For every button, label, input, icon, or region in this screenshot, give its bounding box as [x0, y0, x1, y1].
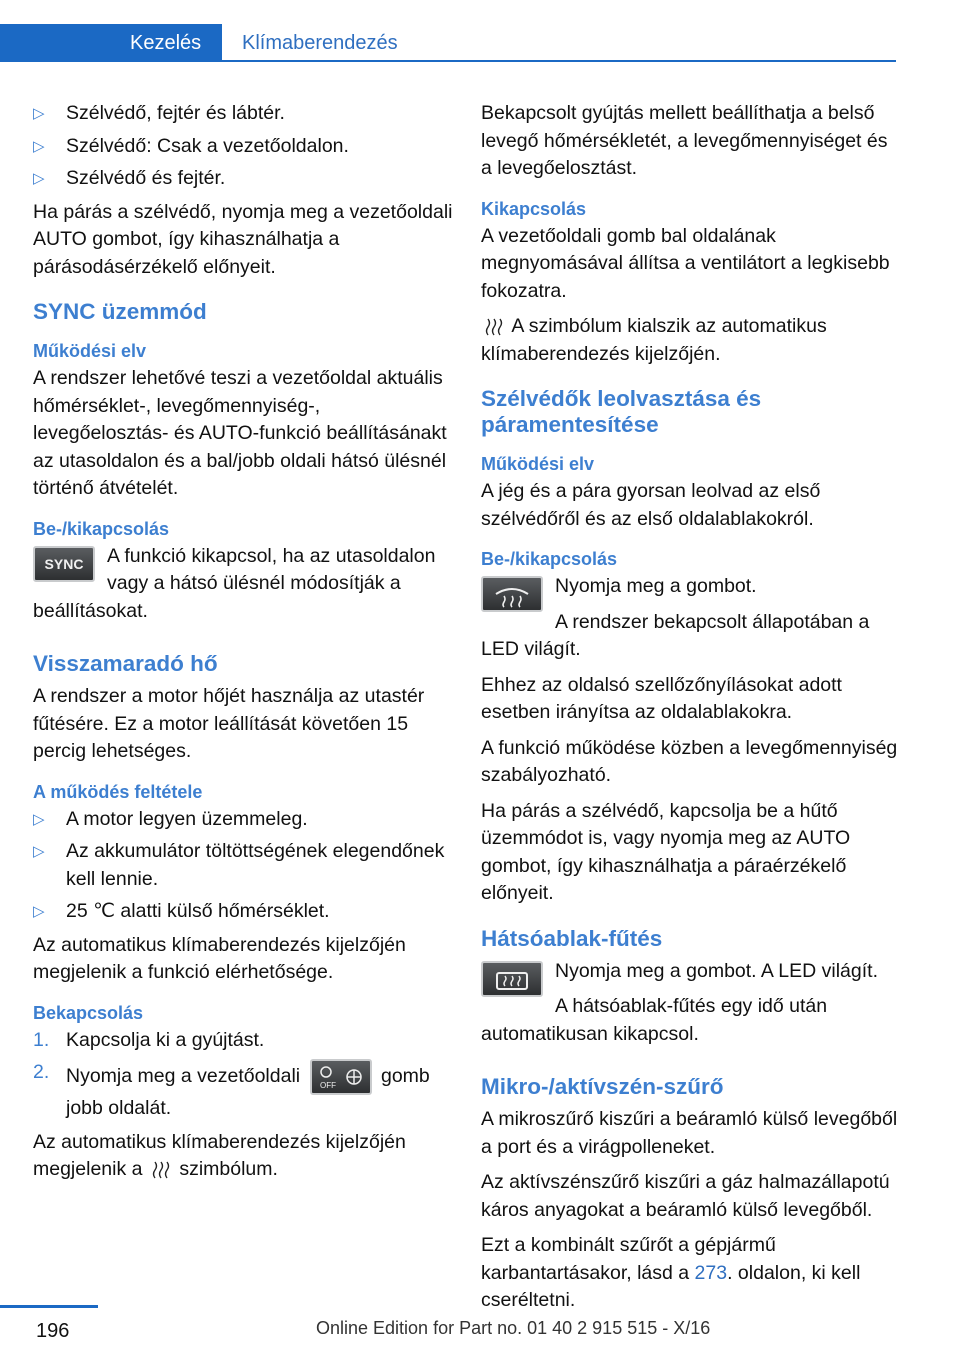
paragraph: Nyomja meg a gombot. — [555, 575, 757, 597]
right-column — [481, 100, 901, 1323]
rear-defrost-button-image — [481, 961, 543, 997]
triangle-bullet-icon: ▷ — [33, 810, 45, 828]
list-item: ▷ Szélvédő: Csak a vezetőoldalon. — [33, 133, 453, 161]
list-item: 2. Nyomja meg a vezetőoldali OFF gomb jobb oldalát. — [33, 1061, 430, 1119]
heading-szelvedo: Szélvédők leolvasztása és páramentesítése — [481, 386, 762, 437]
condition-list — [33, 806, 453, 926]
paragraph: A rendszer bekapcsolt állapotában a LED világít. — [481, 610, 870, 660]
list-item: ▷ Szélvédő és fejtér. — [33, 165, 453, 193]
heat-symbol-icon — [485, 317, 503, 337]
paragraph: A rendszer lehetővé teszi a vezetőoldal aktuális hőmérséklet-, levegőmennyiség-, levegőelosztás- és AUTO-funkció beállításánakt az utasoldalon és a bal/jobb oldali hátsó ülésnél történő átvételét. — [33, 367, 447, 499]
list-item: ▷ 25 ℃ alatti külső hőmérséklet. — [33, 898, 453, 926]
subheading-elv: Működési elv — [33, 341, 147, 361]
paragraph: Ha párás a szélvédő, kapcsolja be a hűtő üzemmódot is, vagy nyomja meg az AUTO gombot, így kihasználhatja a páraérzékelő előnyeit. — [481, 799, 851, 904]
subheading-bekik: Be-/kikapcsolás — [481, 549, 618, 569]
heading-visszamarado: Visszamaradó hő — [33, 651, 218, 676]
paragraph: Az aktívszénszűrő kiszűri a gáz halmazállapotú káros anyagokat a beáramló külső levegőből. — [481, 1171, 890, 1221]
list-item: ▷ Szélvédő, fejtér és lábtér. — [33, 100, 453, 128]
subheading-feltetel: A működés feltétele — [33, 781, 203, 802]
tab-klimaberendezes[interactable]: Klímaberendezés — [242, 32, 398, 54]
list-item: ▷ Az akkumulátor töltöttségének elegendőnek kell lennie. — [33, 840, 445, 890]
subheading-kikapcsolas: Kikapcsolás — [481, 198, 587, 219]
paragraph: Ezt a kombinált szűrőt a gépjármű karbantartásakor, lásd a 273. oldalon, ki kell cseréltetni. — [481, 1234, 861, 1311]
defrost-button-image — [481, 576, 543, 612]
rear-window-heating-icon — [492, 969, 532, 993]
triangle-bullet-icon: ▷ — [33, 170, 45, 187]
left-column — [33, 100, 453, 1192]
paragraph: A vezetőoldali gomb bal oldalának megnyomásával állítsa a ventilátort a legkisebb fokozatra. — [481, 224, 890, 302]
list-item: 1. Kapcsolja ki a gyújtást. — [33, 1028, 265, 1051]
heading-mikroszuro: Mikro-/aktívszén-szűrő — [481, 1074, 724, 1099]
heading-sync: SYNC üzemmód — [33, 299, 207, 324]
paragraph: A funkció működése közben a levegőmennyiség szabályozható. — [481, 736, 898, 786]
paragraph: Ha párás a szélvédő, nyomja meg a vezetőoldali AUTO gombot, így kihasználhatja a párásodásérzékelő előnyeit. — [33, 200, 453, 278]
heading-hatsoablak: Hátsóablak-fűtés — [481, 925, 663, 951]
steps-list — [33, 1027, 453, 1123]
paragraph: Ehhez az oldalsó szellőzőnyílásokat adott esetben irányítsa az oldalablakokra. — [481, 673, 842, 723]
page-link-273[interactable]: 273 — [694, 1261, 728, 1284]
paragraph: Az automatikus klímaberendezés kijelzőjén megjelenik a funkció elérhetősége. — [33, 933, 406, 983]
paragraph: Nyomja meg a gombot. A LED világít. — [555, 959, 878, 982]
heat-symbol-icon — [152, 1160, 170, 1180]
subheading-bekapcsolas: Bekapcsolás — [33, 1002, 144, 1023]
paragraph: Az automatikus klímaberendezés kijelzőjén megjelenik a szimbólum. — [33, 1130, 406, 1180]
paragraph: A funkció kikapcsol, ha az utasoldalon vagy a hátsó ülésnél módosítják a beállításokat. — [33, 544, 436, 622]
sync-button-image: SYNC — [33, 546, 95, 582]
page-header — [0, 0, 960, 62]
page-number: 196 — [36, 1320, 70, 1342]
triangle-bullet-icon: ▷ — [33, 843, 45, 860]
paragraph: A hátsóablak-fűtés egy idő után automatikusan kikapcsol. — [481, 995, 828, 1045]
header-divider — [0, 60, 896, 62]
fan-off-icon — [312, 1061, 370, 1093]
paragraph: Bekapcsolt gyújtás mellett beállíthatja a belső levegő hőmérsékletét, a levegőmennyiséget és a levegőelosztást. — [481, 102, 888, 179]
triangle-bullet-icon: ▷ — [33, 137, 45, 155]
paragraph: A szimbólum kialszik az automatikus klímaberendezés kijelzőjén. — [481, 315, 827, 365]
svg-text:OFF: OFF — [319, 1081, 336, 1090]
list-item: ▷ A motor legyen üzemmeleg. — [33, 806, 453, 834]
off-fan-button-image — [310, 1059, 372, 1095]
paragraph: A jég és a pára gyorsan leolvad az első szélvédőről és az első oldalablakokról. — [481, 480, 821, 530]
front-defrost-icon — [492, 584, 532, 608]
subheading-elv: Működési elv — [481, 454, 595, 474]
edition-text: Online Edition for Part no. 01 40 2 915 515 - X/16 — [316, 1318, 711, 1338]
triangle-bullet-icon: ▷ — [33, 903, 45, 920]
subheading-bekik: Be-/kikapcsolás — [33, 518, 170, 539]
tab-kezeles[interactable]: Kezelés — [0, 24, 222, 62]
paragraph: A rendszer a motor hőjét használja az utastér fűtésére. Ez a motor leállítását követően 15 percig lehetséges. — [33, 685, 425, 762]
airflow-list — [33, 100, 453, 193]
triangle-bullet-icon: ▷ — [33, 105, 45, 122]
paragraph: A mikroszűrő kiszűri a beáramló külső levegőből a port és a virágpolleneket. — [481, 1108, 898, 1158]
footer-divider — [0, 1305, 98, 1308]
